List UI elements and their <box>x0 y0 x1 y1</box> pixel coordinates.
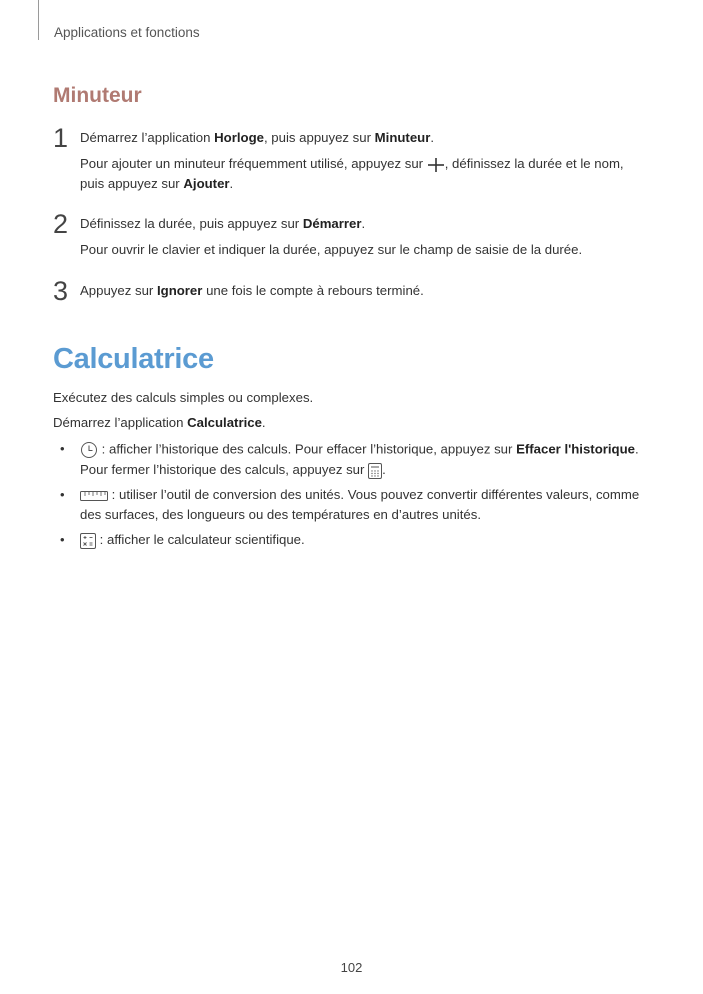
label-demarrer: Démarrer <box>302 216 362 231</box>
page-number: 102 <box>340 960 363 975</box>
bullet-1-line-1 <box>80 441 639 459</box>
text: Appuyez sur <box>80 283 157 298</box>
calculatrice-title: Calculatrice <box>53 343 214 375</box>
text: Définissez la durée, puis appuyez sur <box>80 216 303 231</box>
ruler-icon <box>80 490 108 502</box>
text: Pour ajouter un minuteur fréquemment utilisé, appuyez sur <box>80 156 427 171</box>
text: : afficher le calculateur scientifique. <box>96 532 305 547</box>
text: . <box>361 216 366 231</box>
label-ignorer: Ignorer <box>156 283 203 298</box>
bullet: • <box>60 487 65 502</box>
bullet: • <box>60 441 65 456</box>
minuteur-title: Minuteur <box>53 84 142 107</box>
text: Démarrez l’application <box>53 415 188 430</box>
label-ajouter: Ajouter <box>183 176 230 191</box>
text: Pour fermer l’historique des calculs, appuyez sur <box>80 462 369 477</box>
bullet-2-line-1 <box>80 487 639 503</box>
text: une fois le compte à rebours terminé. <box>202 283 424 298</box>
calculatrice-launch <box>53 415 266 431</box>
header-rule <box>38 0 39 40</box>
text: , puis appuyez sur <box>263 130 375 145</box>
text: . <box>382 462 386 477</box>
step-2-line-1 <box>80 216 365 232</box>
step-2-number: 2 <box>53 209 69 239</box>
step-1-line-1 <box>80 130 434 146</box>
bullet-3-line-1 <box>80 532 305 549</box>
plus-icon <box>427 157 445 173</box>
step-1-line-2 <box>80 156 624 173</box>
label-minuteur: Minuteur <box>374 130 431 145</box>
step-1-line-3 <box>80 176 233 192</box>
label-effacer-historique: Effacer l'historique <box>516 441 635 457</box>
step-2-line-2: Pour ouvrir le clavier et indiquer la durée, appuyez sur le champ de saisie de la durée. <box>80 242 583 257</box>
keypad-icon <box>368 463 382 479</box>
step-1-number: 1 <box>53 123 69 153</box>
step-3-line-1 <box>80 283 424 299</box>
bullet-2-line-2: des surfaces, des longueurs ou des températures en d’autres unités. <box>80 507 481 522</box>
bullet: • <box>60 532 65 547</box>
text: Démarrez l’application <box>80 130 215 145</box>
text: puis appuyez sur <box>80 176 184 191</box>
text: , définissez la durée et le nom, <box>444 156 624 171</box>
app-name-horloge: Horloge <box>214 130 264 145</box>
step-3-number: 3 <box>53 276 69 306</box>
text: . <box>261 415 266 430</box>
history-clock-icon <box>80 441 98 459</box>
text: : utiliser l’outil de conversion des unités. Vous pouvez convertir différentes valeurs, comme <box>108 487 640 502</box>
bullet-1-line-2 <box>80 462 386 479</box>
section-header: Applications et fonctions <box>54 25 200 40</box>
text: : afficher l’historique des calculs. Pour effacer l’historique, appuyez sur <box>98 441 517 457</box>
text: . <box>430 130 435 145</box>
app-name-calculatrice: Calculatrice <box>187 415 262 430</box>
text: . <box>635 441 639 457</box>
calculatrice-intro: Exécutez des calculs simples ou complexes. <box>53 390 314 405</box>
scientific-calculator-icon <box>80 533 96 549</box>
text: . <box>229 176 234 191</box>
